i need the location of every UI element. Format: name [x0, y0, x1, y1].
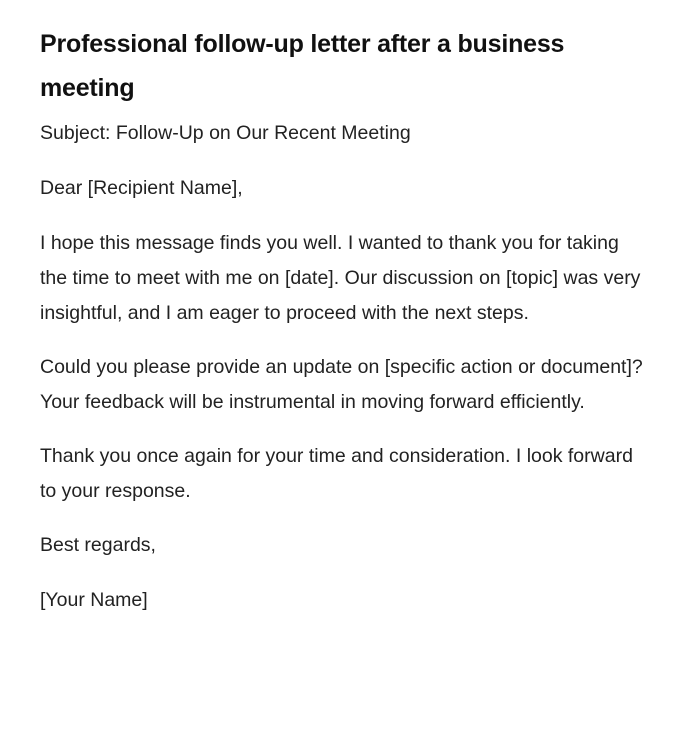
- letter-paragraph-2: Could you please provide an update on [specific action or document]? Your feedback will be instrumental in moving forward efficiently.: [40, 356, 643, 413]
- page-title: Professional follow-up letter after a business meeting: [40, 30, 565, 102]
- letter-salutation: Dear [Recipient Name],: [40, 177, 243, 199]
- letter-container: [40, 22, 650, 638]
- letter-subject: Subject: Follow-Up on Our Recent Meeting: [40, 122, 411, 144]
- letter-closing: Best regards,: [40, 534, 156, 556]
- letter-signature: [Your Name]: [40, 589, 148, 611]
- letter-paragraph-1: I hope this message finds you well. I wanted to thank you for taking the time to meet with me on [date]. Our discussion on [topic] was very insightful, and I am eager to proceed with the next steps.: [40, 232, 641, 324]
- letter-paragraph-3: Thank you once again for your time and consideration. I look forward to your response.: [40, 445, 633, 502]
